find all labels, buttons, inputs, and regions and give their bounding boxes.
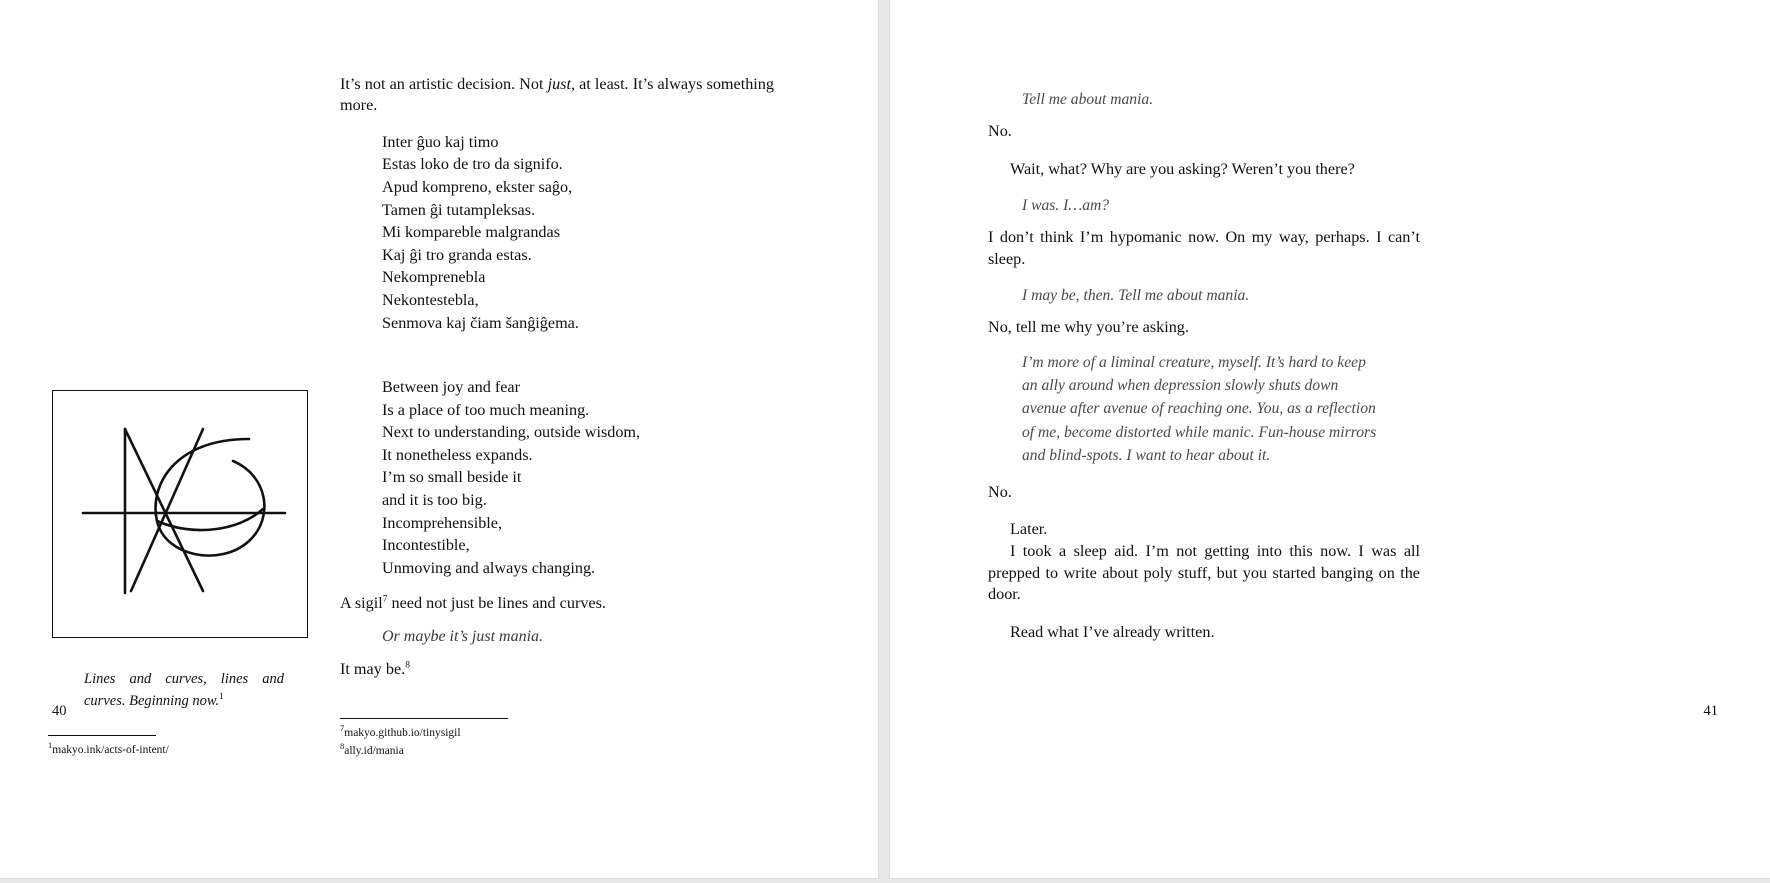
verse-line: Apud kompreno, ekster saĝo,	[382, 177, 573, 196]
footnote-item	[340, 741, 580, 759]
verse-line: Tamen ĝi tutampleksas.	[382, 200, 536, 219]
footnote-marker-7[interactable]: 7	[382, 595, 388, 606]
paragraph-it-may-be	[340, 659, 774, 680]
page-number-right: 41	[1703, 703, 1718, 719]
dialogue-line: No.	[988, 122, 1012, 141]
quote-maybe-mania: Or maybe it’s just mania.	[382, 627, 544, 645]
verse-line: Incomprehensible,	[382, 513, 503, 532]
verse-line: Inter ĝuo kaj timo	[382, 132, 499, 151]
footnote-area-caption	[48, 735, 288, 758]
verse-line: and it is too big.	[382, 491, 487, 510]
dialogue-line: I may be, then. Tell me about mania.	[1022, 286, 1250, 304]
dialogue-line: Wait, what? Why are you asking? Weren’t you there?	[1010, 159, 1355, 178]
footnote-text[interactable]: ally.id/mania	[344, 745, 404, 758]
verse-line: Nekomprenebla	[382, 268, 486, 287]
footnote-marker: 7	[340, 723, 345, 733]
footnote-marker: 1	[48, 740, 53, 750]
verse-line: Mi kompareble malgrandas	[382, 223, 561, 242]
footnote-rule	[48, 735, 156, 736]
footnote-item	[340, 723, 580, 741]
page-number-left: 40	[52, 703, 67, 719]
figure-caption-footnote-marker: 1	[219, 692, 224, 703]
paragraph-sigil-part2: need not just be lines and curves.	[387, 594, 606, 613]
verse-line: Unmoving and always changing.	[382, 558, 596, 577]
verse-line: Senmova kaj čiam šanĝiĝema.	[382, 313, 579, 332]
right-body-column	[988, 74, 1420, 645]
verse-line: Nekontestebla,	[382, 290, 479, 309]
dialogue-line: No, tell me why you’re asking.	[988, 318, 1189, 337]
footnote-marker: 8	[340, 741, 345, 752]
footnote-area-body	[340, 718, 580, 760]
figure-caption-text: Lines and curves, lines and curves. Beginning now.	[84, 671, 284, 710]
paragraph-opening-part1: It’s not an artistic decision. Not	[340, 75, 548, 93]
verse-line: Between joy and fear	[382, 378, 520, 397]
dialogue-line: I was. I…am?	[1022, 196, 1110, 214]
paragraph-opening	[340, 74, 774, 117]
dialogue-block: I’m more of a liminal creature, myself. It’s hard to keep an ally around when depression slowly shuts down avenue after avenue of reaching one. You, as a reflection of me, become distorted while manic. Fun-house mirrors and blind-spots. I want to hear about it.	[1022, 353, 1377, 465]
paragraph-sigil	[340, 593, 774, 614]
verse-esperanto	[382, 131, 774, 334]
dialogue-line: I don’t think I’m hypomanic now. On my way, perhaps. I can’t sleep.	[988, 228, 1420, 268]
footnote-marker-8[interactable]: 8	[405, 660, 410, 671]
verse-line: I’m so small beside it	[382, 468, 522, 487]
dialogue-line: Read what I’ve already written.	[1010, 622, 1215, 641]
sigil-icon	[52, 390, 308, 638]
verse-english	[382, 376, 774, 579]
figure-sigil	[52, 390, 310, 713]
dialogue-paragraph: I took a sleep aid. I’m not getting into this now. I was all prepped to write about poly stuff, but you started banging on the door.	[988, 542, 1420, 604]
verse-line: Incontestible,	[382, 536, 470, 555]
footnote-text[interactable]: makyo.github.io/tinysigil	[344, 726, 461, 739]
verse-line: Estas loko de tro da signifo.	[382, 155, 563, 174]
page-left	[0, 0, 878, 878]
left-body-column	[340, 74, 774, 693]
verse-line: Kaj ĝi tro granda estas.	[382, 245, 532, 264]
verse-spacer	[340, 348, 774, 362]
footnote-item	[48, 740, 288, 758]
dialogue-line: No.	[988, 482, 1012, 501]
paragraph-it-may-be-text: It may be.	[340, 659, 406, 678]
paragraph-sigil-part1: A sigil	[340, 594, 383, 613]
page-right	[890, 0, 1770, 878]
dialogue-line: Tell me about mania.	[1022, 90, 1154, 108]
figure-caption	[84, 668, 284, 713]
paragraph-opening-part2: , at least. It’s always something more.	[340, 75, 774, 115]
verse-line: It nonetheless expands.	[382, 445, 533, 464]
paragraph-opening-emphasis: just	[547, 75, 571, 93]
verse-line: Next to understanding, outside wisdom,	[382, 423, 641, 442]
footnote-rule	[340, 718, 508, 719]
dialogue-line: Later.	[1010, 520, 1048, 539]
verse-line: Is a place of too much meaning.	[382, 400, 590, 419]
footnote-text[interactable]: makyo.ink/acts-of-intent/	[52, 743, 169, 756]
